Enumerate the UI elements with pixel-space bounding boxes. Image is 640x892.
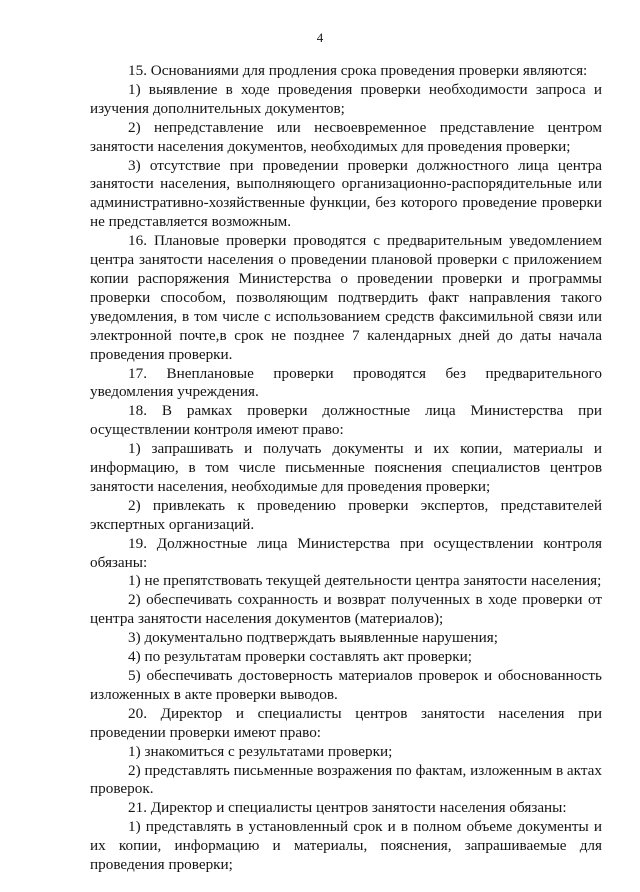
- paragraph-18-item-2: 2) привлекать к проведению проверки экспертов, представителей экспертных организаций.: [90, 496, 602, 533]
- paragraph-20-item-2: 2) представлять письменные возражения по фактам, изложенным в актах проверок.: [90, 761, 602, 798]
- paragraph-19-item-5: 5) обеспечивать достоверность материалов проверок и обоснованность изложенных в акте проверки выводов.: [90, 667, 602, 703]
- paragraph-20: 20. Директор и специалисты центров занятости населения при проведении проверки имеют право:: [90, 704, 602, 741]
- paragraph-19-item-1: 1) не препятствовать текущей деятельности центра занятости населения;: [128, 572, 602, 590]
- paragraph-15-item-3: 3) отсутствие при проведении проверки должностного лица центра занятости населения, выполняющего организационно-распорядительные или административно-хозяйственные функции, без которого проведение проверки не представляется возможным.: [90, 156, 602, 231]
- paragraph-16: 16. Плановые проверки проводятся с предварительным уведомлением центра занятости населения о проведении плановой проверки с приложением копии распоряжения Министерства о проведении проверки и программы проверки способом, позволяющим подтвердить факт направления такого уведомления, в том числе с использованием средств факсимильной связи или электронной почте,в срок не позднее 7 календарных дней до даты начала проведения проверки.: [90, 232, 602, 363]
- paragraph-20-item-1: 1) знакомиться с результатами проверки;: [128, 742, 393, 760]
- paragraph-21: 21. Директор и специалисты центров занятости населения обязаны:: [128, 799, 567, 817]
- paragraph-19-item-2: 2) обеспечивать сохранность и возврат полученных в ходе проверки от центра занятости населения документов (материалов);: [90, 591, 602, 628]
- paragraph-19-item-4: 4) по результатам проверки составлять акт проверки;: [128, 648, 472, 666]
- paragraph-19: 19. Должностные лица Министерства при осуществлении контроля обязаны:: [90, 534, 602, 571]
- document-body: [90, 62, 602, 875]
- paragraph-17: 17. Внеплановые проверки проводятся без предварительного уведомления учреждения.: [90, 364, 602, 401]
- paragraph-15-item-2: 2) непредставление или несвоевременное представление центром занятости населения документов, необходимых для проведения проверки;: [90, 118, 602, 155]
- paragraph-19-item-3: 3) документально подтверждать выявленные нарушения;: [128, 629, 498, 647]
- paragraph-18: 18. В рамках проверки должностные лица Министерства при осуществлении контроля имеют право:: [90, 402, 602, 439]
- paragraph-21-item-1: 1) представлять в установленный срок и в полном объеме документы и их копии, информацию и материалы, пояснения, запрашиваемые для проведения проверки;: [90, 818, 602, 874]
- paragraph-15: 15. Основаниями для продления срока проведения проверки являются:: [128, 62, 588, 79]
- paragraph-18-item-1: 1) запрашивать и получать документы и их копии, материалы и информацию, в том числе письменные пояснения специалистов центров занятости населения, необходимые для проведения проверки;: [90, 440, 602, 495]
- paragraph-15-item-1: 1) выявление в ходе проведения проверки необходимости запроса и изучения дополнительных документов;: [90, 80, 602, 117]
- page-number: 4: [316, 30, 324, 45]
